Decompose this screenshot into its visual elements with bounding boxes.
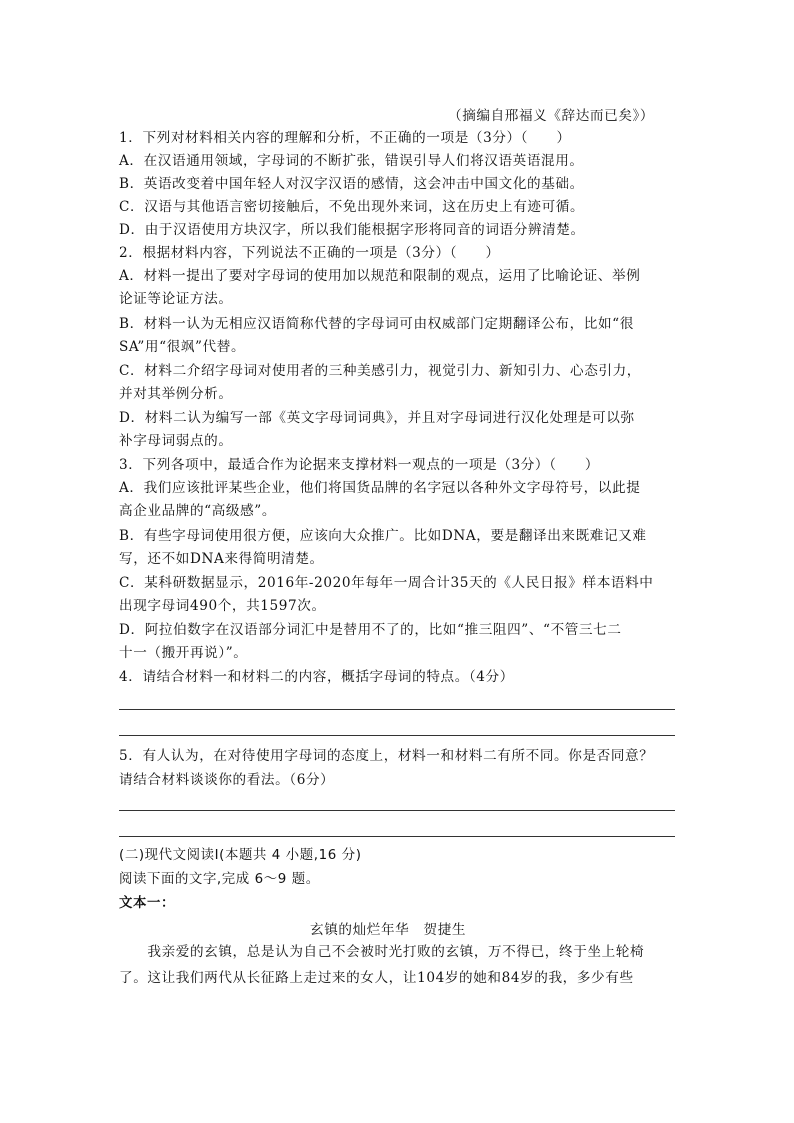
q3-option-c-cont: 出现字母词490个，共1597次。 <box>119 598 326 614</box>
q3-option-c: C．某科研数据显示，2016年-2020年每年一周合计35天的《人民日报》样本语料中 <box>119 575 654 591</box>
q2-option-c-cont: 并对其举例分析。 <box>119 386 233 402</box>
q3-option-d: D．阿拉伯数字在汉语部分词汇中是替用不了的，比如“推三阻四”、“不管三七二 <box>119 622 622 638</box>
question-3: 3．下列各项中，最适合作为论据来支撑材料一观点的一项是（3分）（ ） <box>119 457 600 473</box>
question-4: 4．请结合材料一和材料二的内容，概括字母词的特点。（4分） <box>119 669 514 685</box>
q2-option-b: B．材料一认为无相应汉语简称代替的字母词可由权威部门定期翻译公布，比如“很 <box>119 316 634 332</box>
q2-option-a: A．材料一提出了要对字母词的使用加以规范和限制的观点，运用了比喻论证、举例 <box>119 268 641 284</box>
text-label: 文本一： <box>119 896 175 911</box>
q3-option-b: B．有些字母词使用很方便，应该向大众推广。比如DNA，要是翻译出来既难记又难 <box>119 528 647 544</box>
q2-option-d-cont: 补字母词弱点的。 <box>119 433 233 449</box>
q3-option-b-cont: 写，还不如DNA来得简明清楚。 <box>119 551 324 567</box>
article-title: 玄镇的灿烂年华 贺捷生 <box>310 922 467 938</box>
q2-option-a-cont: 论证等论证方法。 <box>119 291 233 307</box>
q3-option-a-cont: 高企业品牌的“高级感”。 <box>119 503 277 519</box>
q3-option-d-cont: 十一（搬开再说）”。 <box>119 645 248 661</box>
q3-option-a: A．我们应该批评某些企业，他们将国货品牌的名字冠以各种外文字母符号，以此提 <box>119 480 641 496</box>
section-title: (二)现代文阅读Ⅰ(本题共 4 小题,16 分) <box>119 848 362 863</box>
q1-option-a: A．在汉语通用领域，字母词的不断扩张，错误引导人们将汉语英语混用。 <box>119 153 584 169</box>
body-paragraph-line: 了。这让我们两代从长征路上走过来的女人，让104岁的她和84岁的我，多少有些 <box>119 970 634 986</box>
q1-option-b: B．英语改变着中国年轻人对汉字汉语的感情，这会冲击中国文化的基础。 <box>119 176 584 192</box>
q2-option-c: C．材料二介绍字母词对使用者的三种美感引力，视觉引力、新知引力、心态引力， <box>119 363 641 379</box>
q1-option-c: C．汉语与其他语言密切接触后，不免出现外来词，这在历史上有迹可循。 <box>119 199 585 215</box>
reading-instruction: 阅读下面的文字,完成 6～9 题。 <box>119 872 320 887</box>
answer-line <box>119 709 675 710</box>
q1-option-d: D．由于汉语使用方块汉字，所以我们能根据字形将同音的词语分辨清楚。 <box>119 222 585 238</box>
answer-line <box>119 735 675 736</box>
answer-line <box>119 836 675 837</box>
body-paragraph-line: 我亲爱的玄镇，总是认为自己不会被时光打败的玄镇，万不得已，终于坐上轮椅 <box>119 944 645 960</box>
question-1: 1．下列对材料相关内容的理解和分析，不正确的一项是（3分）（ ） <box>119 130 571 146</box>
answer-line <box>119 810 675 811</box>
question-5-cont: 请结合材料谈谈你的看法。（6分） <box>119 772 335 788</box>
q2-option-d: D．材料二认为编写一部《英文字母词词典》，并且对字母词进行汉化处理是可以弥 <box>119 410 635 426</box>
source-citation: （摘编自邢福义《辞达而已矣》） <box>448 108 655 124</box>
q2-option-b-cont: SA”用“很飒”代替。 <box>119 339 246 355</box>
question-5: 5．有人认为，在对待使用字母词的态度上，材料一和材料二有所不同。你是否同意？ <box>119 748 654 764</box>
question-2: 2．根据材料内容，下列说法不正确的一项是（3分）（ ） <box>119 245 500 261</box>
